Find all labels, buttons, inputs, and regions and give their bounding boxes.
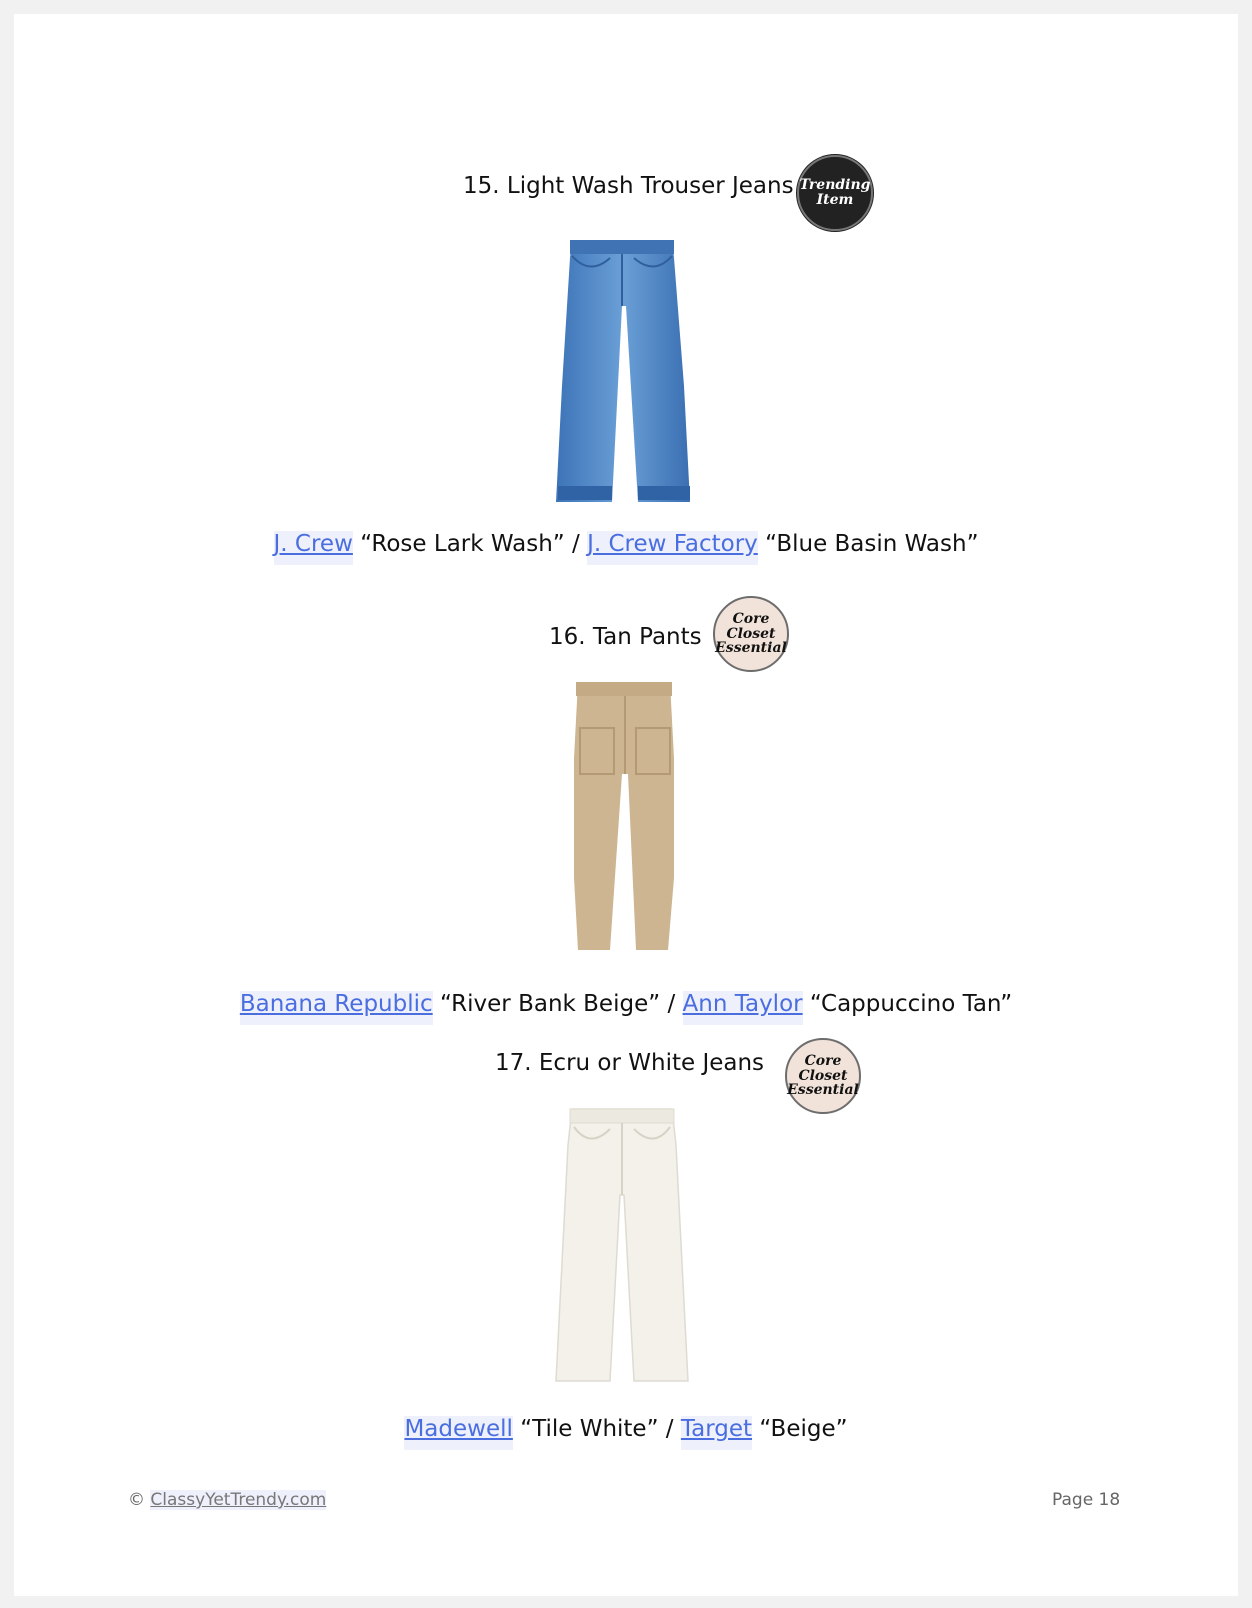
ann-taylor-color-name: “Cappuccino Tan”: [809, 991, 1013, 1017]
target-color-name: “Beige”: [759, 1416, 848, 1442]
jcrew-factory-link[interactable]: J. Crew Factory: [587, 531, 758, 565]
madewell-link[interactable]: Madewell: [404, 1416, 512, 1450]
tan-pants-image: [570, 678, 680, 954]
target-link[interactable]: Target: [681, 1416, 752, 1450]
ann-taylor-link[interactable]: Ann Taylor: [683, 991, 803, 1025]
item-16-sources: [0, 989, 1252, 1019]
core-closet-essential-badge: Core Closet Essential: [713, 596, 789, 672]
light-wash-jeans-image: [550, 236, 700, 506]
separator: /: [564, 531, 588, 557]
item-17-sources: [0, 1414, 1252, 1444]
jcrew-color-name: “Rose Lark Wash”: [360, 531, 565, 557]
item-15-heading: 15. Light Wash Trouser Jeans: [463, 173, 794, 199]
item-17-heading: 17. Ecru or White Jeans: [495, 1050, 765, 1076]
item-16-heading: 16. Tan Pants: [549, 624, 702, 650]
footer-copyright: [128, 1490, 326, 1510]
trending-item-badge: Trending Item: [797, 155, 873, 231]
banana-republic-color-name: “River Bank Beige”: [439, 991, 661, 1017]
jcrew-link[interactable]: J. Crew: [274, 531, 353, 565]
page-number: Page 18: [1052, 1490, 1121, 1510]
separator: /: [658, 1416, 681, 1442]
banana-republic-link[interactable]: Banana Republic: [240, 991, 433, 1025]
ecru-jeans-image: [548, 1105, 698, 1385]
jcrew-factory-color-name: “Blue Basin Wash”: [765, 531, 979, 557]
core-closet-essential-badge: Core Closet Essential: [785, 1038, 861, 1114]
site-link[interactable]: ClassyYetTrendy.com: [150, 1490, 327, 1510]
copyright-symbol: ©: [128, 1490, 145, 1510]
separator: /: [660, 991, 683, 1017]
madewell-color-name: “Tile White”: [520, 1416, 659, 1442]
item-15-sources: [0, 529, 1252, 559]
